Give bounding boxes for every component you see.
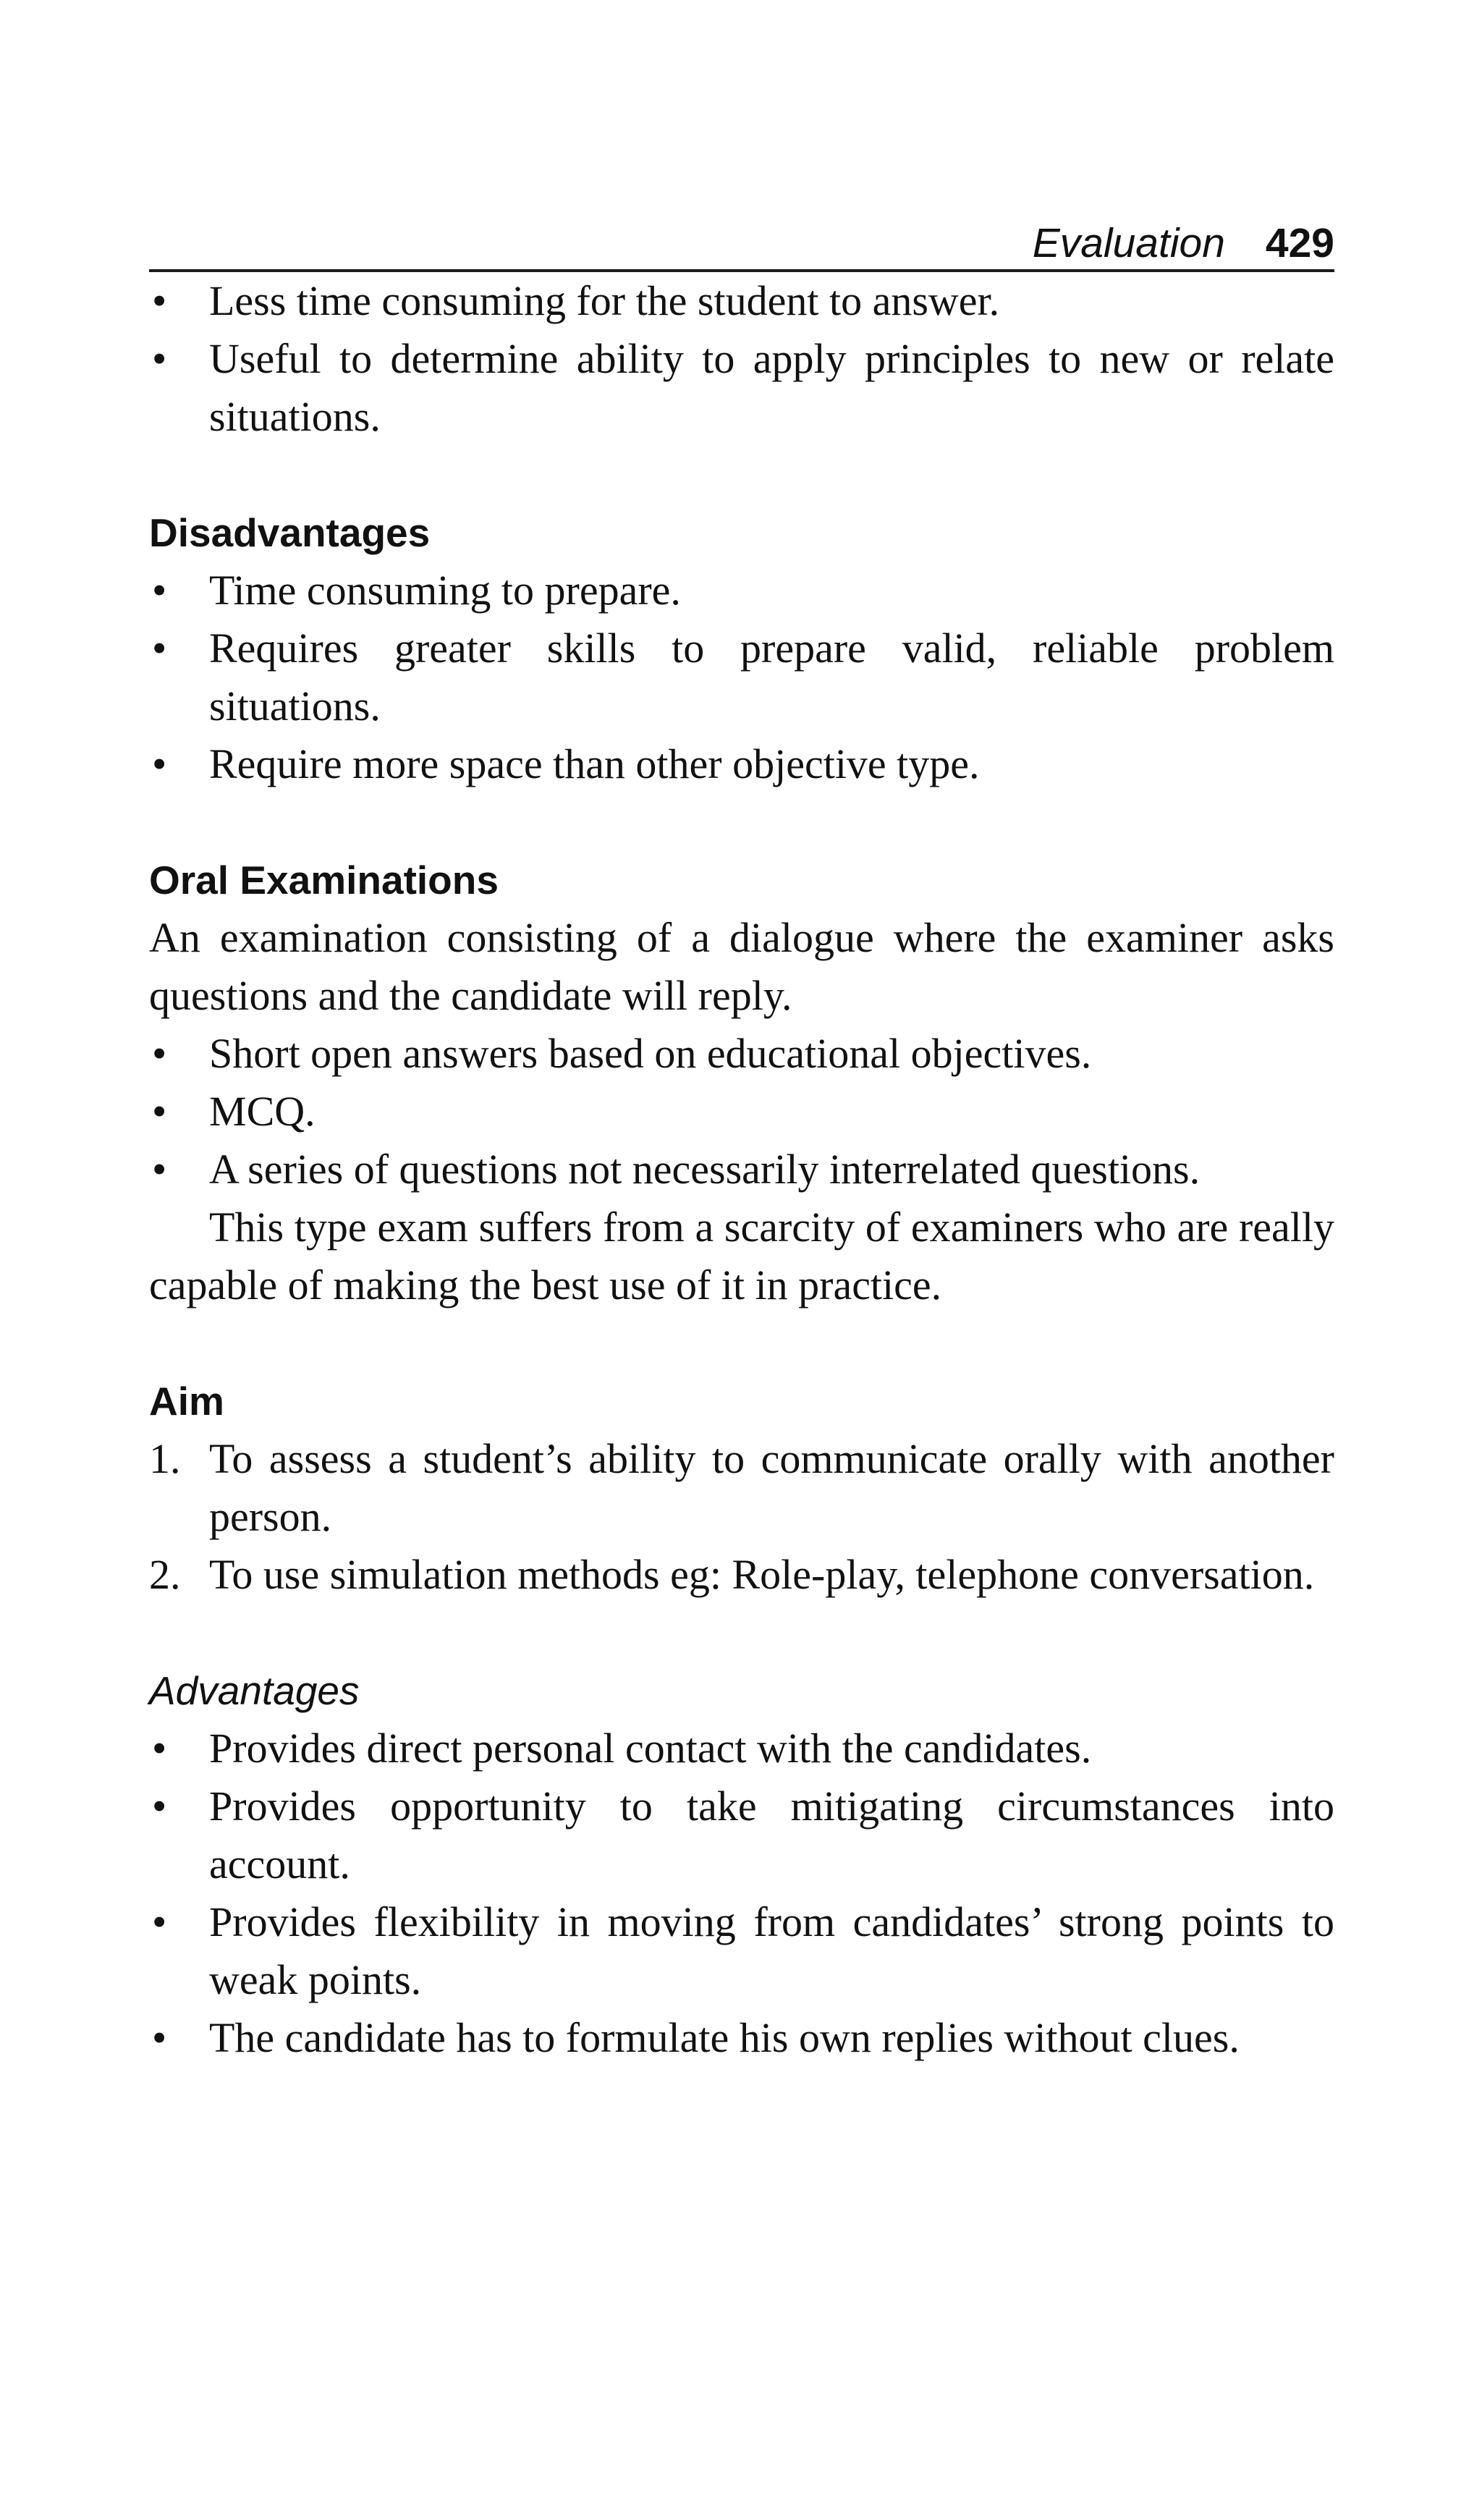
list-item: • Provides flexibility in moving from candidates’ strong points to weak points. [149, 1893, 1334, 2009]
bullet-icon: • [152, 625, 167, 672]
list-item: • Time consuming to prepare. [149, 562, 1334, 620]
list-item: • Require more space than other objective type. [149, 735, 1334, 793]
bullet-icon: • [152, 1725, 167, 1772]
list-item: • Short open answers based on educational objectives. [149, 1025, 1334, 1083]
page-body [149, 272, 1334, 2067]
bullet-icon: • [152, 567, 167, 614]
bullet-icon: • [152, 277, 167, 324]
section-title: Evaluation [1032, 220, 1225, 266]
page-number: 429 [1265, 220, 1334, 266]
list-item: • Provides opportunity to take mitigating circumstances into account. [149, 1777, 1334, 1893]
aim-list [149, 1430, 1334, 1604]
book-page [149, 217, 1334, 2067]
oral-examinations-note: This type exam suffers from a scarcity of examiners who are really capable of making the best use of it in practice. [149, 1204, 1334, 1308]
intro-bullet-list [149, 272, 1334, 446]
list-item: • Requires greater skills to prepare valid, reliable problem situations. [149, 620, 1334, 735]
disadvantages-heading: Disadvantages [149, 510, 431, 555]
bullet-icon: • [152, 740, 167, 787]
bullet-icon: • [152, 1088, 167, 1135]
bullet-icon: • [152, 1030, 167, 1077]
running-head [149, 217, 1334, 272]
advantages-heading: Advantages [149, 1668, 360, 1713]
bullet-icon: • [152, 2014, 167, 2061]
oral-examinations-heading: Oral Examinations [149, 858, 499, 902]
list-item: 1. To assess a student’s ability to communicate orally with another person. [149, 1430, 1334, 1546]
bullet-icon: • [152, 335, 167, 382]
item-number: 1. [149, 1435, 181, 1482]
list-item: • The candidate has to formulate his own replies without clues. [149, 2009, 1334, 2067]
bullet-icon: • [152, 1783, 167, 1830]
list-item: • Useful to determine ability to apply principles to new or relate situations. [149, 330, 1334, 446]
list-item: • MCQ. [149, 1083, 1334, 1141]
list-item: 2. To use simulation methods eg: Role-play, telephone conversation. [149, 1546, 1334, 1604]
list-item: • A series of questions not necessarily interrelated questions. [149, 1141, 1334, 1198]
list-item: • Less time consuming for the student to answer. [149, 272, 1334, 330]
disadvantages-list [149, 562, 1334, 793]
list-item: • Provides direct personal contact with the candidates. [149, 1720, 1334, 1777]
item-number: 2. [149, 1551, 181, 1598]
bullet-icon: • [152, 1898, 167, 1945]
aim-heading: Aim [149, 1379, 224, 1424]
bullet-icon: • [152, 1146, 167, 1193]
advantages-list [149, 1720, 1334, 2067]
oral-examinations-list [149, 1025, 1334, 1198]
oral-examinations-definition: An examination consisting of a dialogue where the examiner asks questions and the candidate will reply. [149, 914, 1334, 1019]
